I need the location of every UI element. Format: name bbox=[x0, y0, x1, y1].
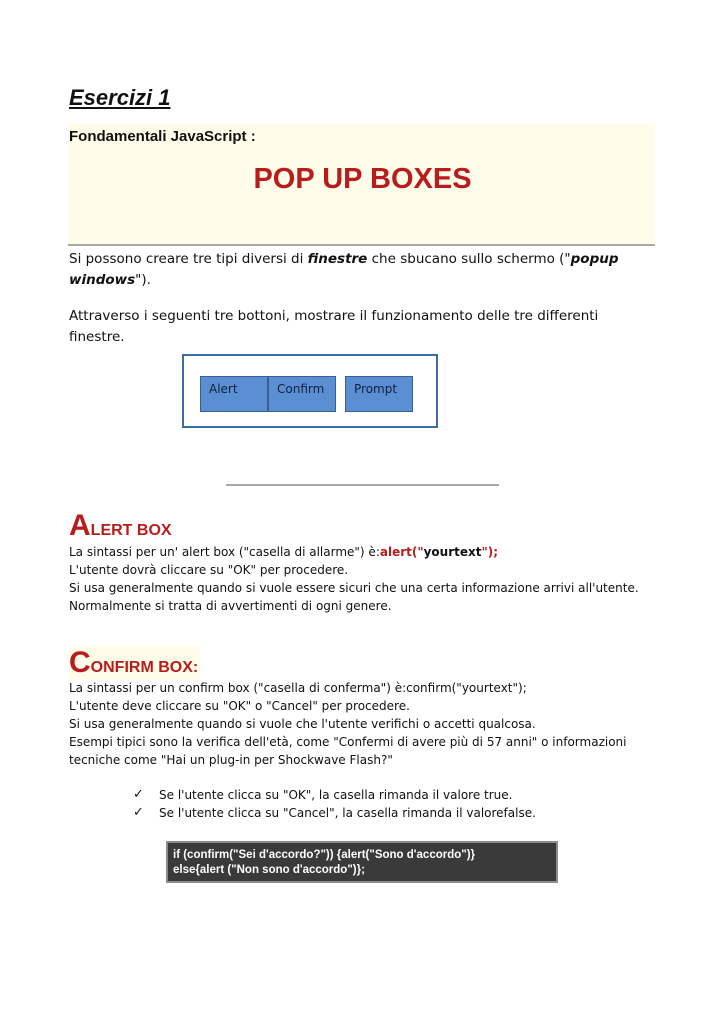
intro-paragraph-2: Attraverso i seguenti tre bottoni, mostrare il funzionamento delle tre differenti finestre. bbox=[69, 308, 599, 345]
divider bbox=[226, 484, 499, 486]
subtitle: Fondamentali JavaScript : bbox=[69, 128, 256, 145]
bullet-list bbox=[133, 786, 536, 822]
list-item: ✓ Se l'utente clicca su "OK", la casella rimanda il valore true. bbox=[133, 787, 513, 802]
confirm-box-heading: CONFIRM BOX: bbox=[69, 646, 199, 679]
intro-paragraph-1: Si possono creare tre tipi diversi di finestre che sbucano sullo schermo ("popup windows"). bbox=[69, 251, 619, 288]
alert-button[interactable]: Alert bbox=[200, 376, 268, 412]
checkmark-icon: ✓ bbox=[133, 805, 144, 820]
confirm-button[interactable]: Confirm bbox=[268, 376, 336, 412]
page-title: Esercizi 1 bbox=[69, 85, 171, 110]
main-title: POP UP BOXES bbox=[253, 163, 472, 195]
confirm-box-text: La sintassi per un confirm box ("casella di conferma") è:confirm("yourtext"); L'utente deve cliccare su "OK" o "Cancel" per procedere. Si usa generalmente quando si vuole che l'utente verifichi o accetti qualcosa. Esempi tipici sono la verifica dell'età, come "Confermi di avere più di 57 anni" o informazioni tecniche come "Hai un plug-in per Shockwave Flash?" bbox=[69, 681, 627, 767]
alert-box-text: La sintassi per un' alert box ("casella di allarme") è:alert("yourtext"); L'utente dovrà cliccare su "OK" per procedere. Si usa generalmente quando si vuole essere sicuri che una certa informazione arrivi all'utente. Normalmente si tratta di avvertimenti di ogni genere. bbox=[69, 545, 639, 613]
prompt-button[interactable]: Prompt bbox=[345, 376, 413, 412]
list-item: ✓ Se l'utente clicca su "Cancel", la casella rimanda il valorefalse. bbox=[133, 805, 536, 820]
code-example: if (confirm("Sei d'accordo?")) {alert("Sono d'accordo")} else{alert ("Non sono d'accordo")}; bbox=[166, 841, 558, 883]
alert-box-heading: ALERT BOX bbox=[69, 509, 172, 542]
checkmark-icon: ✓ bbox=[133, 787, 144, 802]
